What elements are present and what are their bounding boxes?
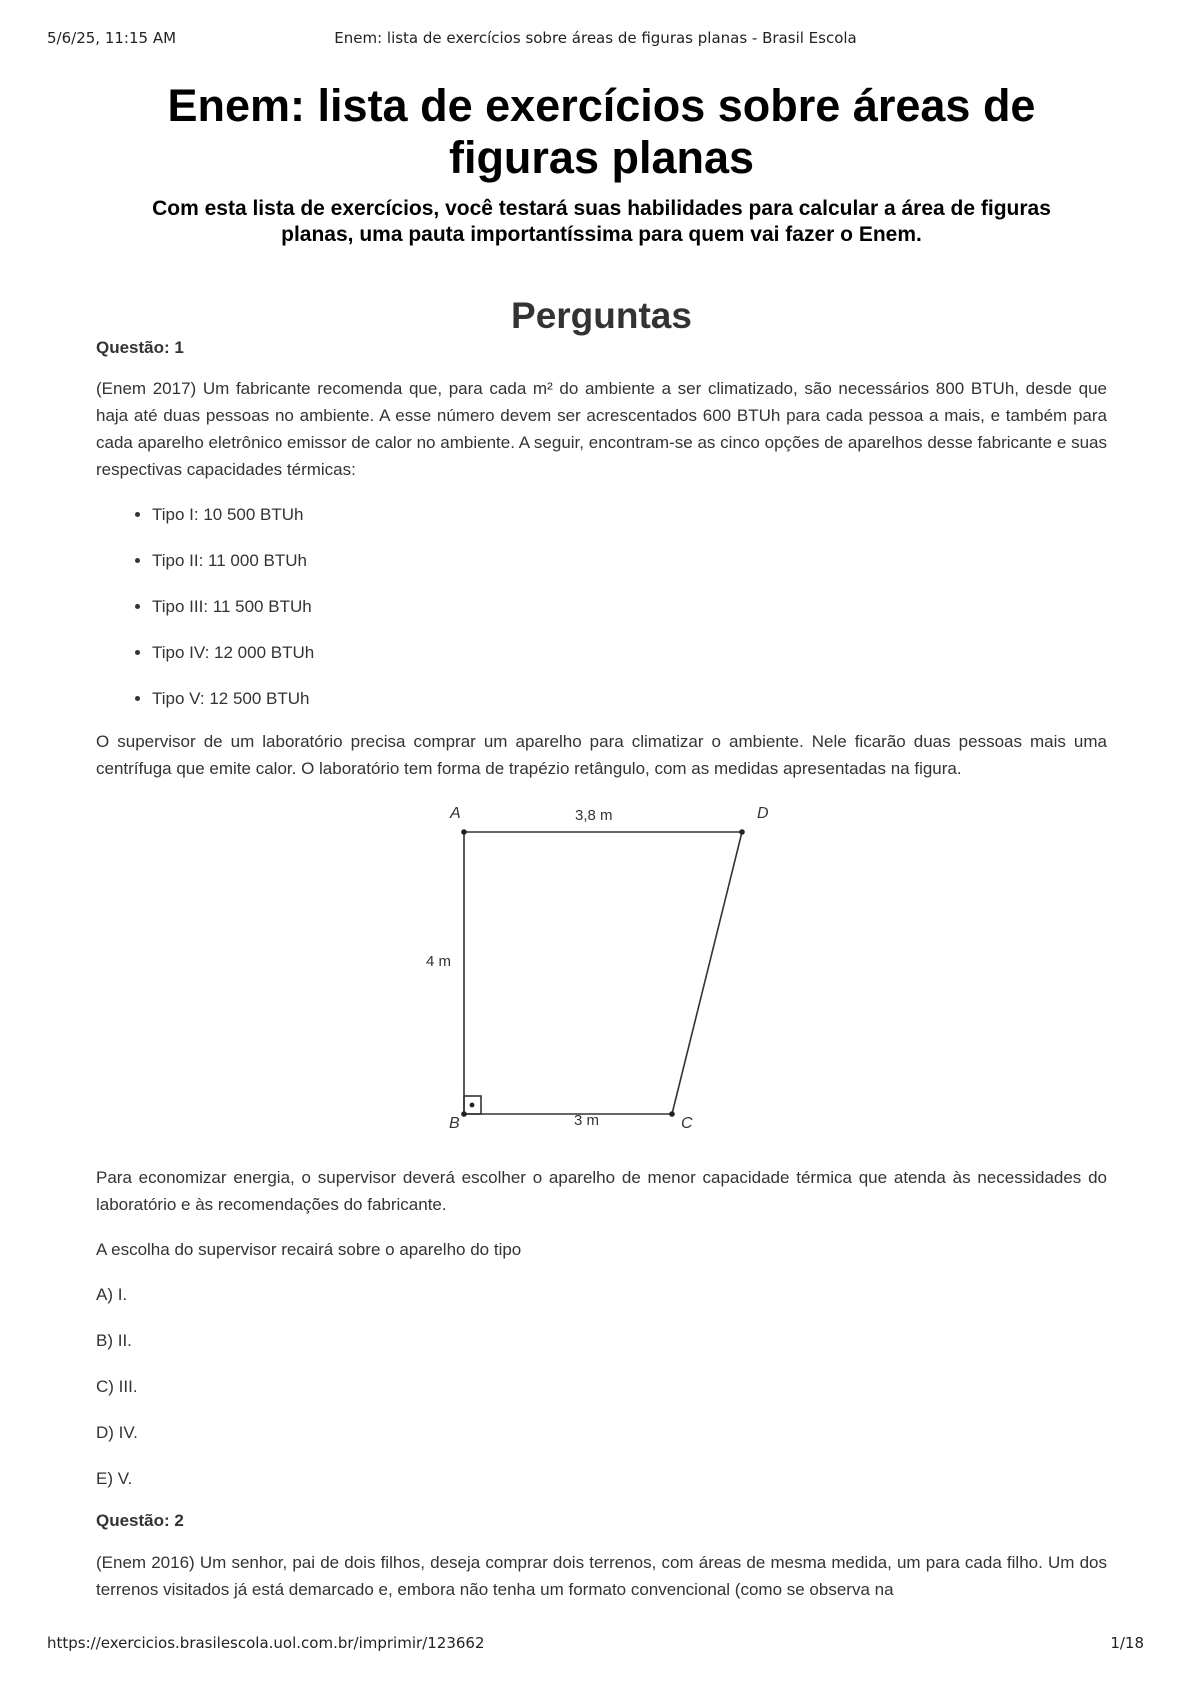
- answer-option-d: D) IV.: [96, 1423, 138, 1442]
- top-side-label: 3,8 m: [575, 807, 613, 824]
- main-content: [96, 80, 1107, 1603]
- left-side-label: 4 m: [426, 953, 452, 970]
- page-subtitle: Com esta lista de exercícios, você testará suas habilidades para calcular a área de figuras planas, uma pauta importantíssima para quem vai fazer o Enem.: [152, 197, 1051, 246]
- bottom-side-label: 3 m: [574, 1112, 600, 1129]
- question-prompt: A escolha do supervisor recairá sobre o aparelho do tipo: [96, 1240, 522, 1259]
- vertex-point-a: [461, 829, 467, 835]
- question-text: (Enem 2016) Um senhor, pai de dois filhos, deseja comprar dois terrenos, com áreas de mesma medida, um para cada filho. Um dos terrenos visitados já está demarcado e, embora não tenha um formato convencional (como se observa na: [96, 1553, 1107, 1599]
- question-label: Questão: 2: [96, 1511, 184, 1530]
- answer-options: [96, 1281, 1107, 1492]
- trapezoid-figure: [96, 796, 1107, 1146]
- print-header: [47, 29, 1144, 49]
- list-item: • Tipo III: 11 500 BTUh: [152, 593, 1107, 620]
- print-footer: [47, 1634, 1144, 1654]
- vertex-label-a: A: [450, 805, 461, 822]
- question-text: O supervisor de um laboratório precisa comprar um aparelho para climatizar o ambiente. Nele ficarão duas pessoas mais uma centrífuga que emite calor. O laboratório tem forma de trapézio retângulo, com as medidas apresentadas na figura.: [96, 732, 1107, 778]
- page-title: Enem: lista de exercícios sobre áreas de figuras planas: [167, 80, 1036, 183]
- answer-option-e: E) V.: [96, 1469, 133, 1488]
- vertex-label-b: B: [449, 1115, 460, 1132]
- print-page-title: Enem: lista de exercícios sobre áreas de figuras planas - Brasil Escola: [334, 29, 857, 47]
- device-type-list: [96, 501, 1107, 712]
- list-item: • Tipo I: 10 500 BTUh: [152, 501, 1107, 528]
- print-datetime: 5/6/25, 11:15 AM: [47, 29, 177, 47]
- trapezoid-diagram: [96, 796, 1107, 1141]
- question-text: Para economizar energia, o supervisor deverá escolher o aparelho de menor capacidade térmica que atenda às necessidades do laboratório e às recomendações do fabricante.: [96, 1168, 1107, 1214]
- vertex-label-d: D: [757, 805, 769, 822]
- question-text: (Enem 2017) Um fabricante recomenda que, para cada m² do ambiente a ser climatizado, são necessários 800 BTUh, desde que haja até duas pessoas no ambiente. A esse número devem ser acrescentados 600 BTUh para cada pessoa a mais, e também para cada aparelho eletrônico emissor de calor no ambiente. A seguir, encontram-se as cinco opções de aparelhos desse fabricante e suas respectivas capacidades térmicas:: [96, 379, 1107, 479]
- print-url[interactable]: https://exercicios.brasilescola.uol.com.br/imprimir/123662: [47, 1634, 485, 1652]
- vertex-point-d: [739, 829, 745, 835]
- list-item: • Tipo II: 11 000 BTUh: [152, 547, 1107, 574]
- question-label: Questão: 1: [96, 338, 184, 357]
- vertex-point-c: [669, 1111, 675, 1117]
- print-page-number: 1/18: [1110, 1634, 1144, 1652]
- answer-option-a: A) I.: [96, 1285, 128, 1304]
- list-item: • Tipo V: 12 500 BTUh: [152, 685, 1107, 712]
- side-cd: [672, 832, 742, 1114]
- vertex-label-c: C: [681, 1115, 693, 1132]
- right-angle-dot: [470, 1103, 475, 1108]
- answer-option-b: B) II.: [96, 1331, 132, 1350]
- section-title: Perguntas: [511, 295, 692, 336]
- list-item: • Tipo IV: 12 000 BTUh: [152, 639, 1107, 666]
- answer-option-c: C) III.: [96, 1377, 138, 1396]
- vertex-point-b: [461, 1111, 467, 1117]
